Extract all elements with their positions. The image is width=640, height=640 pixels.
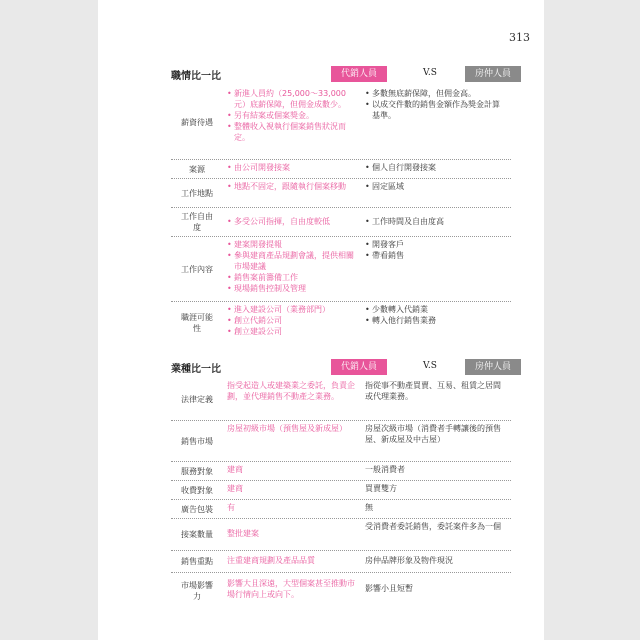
table-row — [171, 421, 511, 462]
row-label: 廣告包裝 — [181, 504, 213, 514]
table-row — [171, 179, 511, 208]
list-item: • 另有結案或個案獎金。 — [227, 110, 357, 121]
section1-header — [171, 66, 511, 84]
broker-cell — [365, 162, 507, 173]
table-row — [171, 573, 511, 609]
comparison-table-1 — [171, 86, 511, 344]
agent-cell: 整批建案 — [227, 529, 259, 538]
list-item: • 創立建設公司 — [227, 326, 357, 337]
agent-cell: 有 — [227, 503, 235, 512]
row-label: 銷售市場 — [181, 436, 213, 446]
agent-cell — [227, 162, 357, 173]
list-item: • 建案開發提報 — [227, 239, 357, 250]
agent-cell: 注重建商規劃及產品品質 — [227, 556, 315, 565]
agent-cell: 指受起造人或建築業之委託，負責企劃，並代理銷售不動產之業務。 — [227, 381, 355, 401]
agent-cell — [227, 216, 357, 227]
row-label: 薪資待遇 — [181, 118, 213, 127]
agent-cell — [227, 88, 357, 143]
list-item: • 銷售案前籌備工作 — [227, 272, 357, 283]
list-item: • 地點不固定，跟隨執行個案移動 — [227, 181, 357, 192]
broker-cell — [365, 216, 507, 227]
list-item: • 帶看銷售 — [365, 250, 507, 261]
broker-cell: 影響小且短暫 — [365, 584, 413, 593]
row-label: 職涯可能性 — [181, 313, 213, 333]
list-item: • 多受公司指揮，自由度較低 — [227, 216, 357, 227]
section2-broker-badge: 房仲人員 — [465, 359, 521, 375]
section1-vs: V.S — [423, 68, 437, 78]
broker-cell — [365, 181, 507, 192]
list-item: • 新進人員約（25,000～33,000元）底薪保障，但佣金成數少。 — [227, 88, 357, 110]
table-row — [171, 500, 511, 519]
table-row — [171, 462, 511, 481]
agent-cell: 影響大且深遠，大型個案甚至推動市場行情向上或向下。 — [227, 579, 355, 599]
broker-cell: 無 — [365, 503, 373, 512]
section2-agent-badge: 代銷人員 — [331, 359, 387, 375]
agent-cell — [227, 239, 357, 294]
broker-cell: 房仲品牌形象及物件現況 — [365, 556, 453, 565]
list-item: • 整體收入視執行個案銷售狀況而定。 — [227, 121, 357, 143]
list-item: • 工作時間及自由度高 — [365, 216, 507, 227]
broker-cell: 指從事不動產買賣、互易、租賃之居間或代理業務。 — [365, 381, 501, 401]
broker-cell — [365, 239, 507, 261]
list-item: • 轉入他行銷售業務 — [365, 315, 507, 326]
row-label: 工作自由度 — [181, 212, 213, 232]
table-row — [171, 237, 511, 302]
agent-cell — [227, 181, 357, 192]
row-label: 工作內容 — [181, 264, 213, 274]
list-item: • 固定區域 — [365, 181, 507, 192]
table-row — [171, 302, 511, 344]
agent-cell: 房屋初級市場（預售屋及新成屋） — [227, 424, 347, 433]
table-row — [171, 551, 511, 573]
list-item: • 個人自行開發接案 — [365, 162, 507, 173]
table-row — [171, 378, 511, 421]
row-label: 銷售重點 — [181, 557, 213, 566]
section1-broker-badge: 房仲人員 — [465, 66, 521, 82]
agent-cell: 建商 — [227, 465, 243, 474]
agent-cell — [227, 304, 357, 337]
list-item: • 創立代銷公司 — [227, 315, 357, 326]
agent-cell: 建商 — [227, 484, 243, 493]
table-row — [171, 86, 511, 160]
broker-cell — [365, 304, 507, 326]
row-label: 法律定義 — [181, 394, 213, 404]
row-label: 收費對象 — [181, 485, 213, 495]
section2-header — [171, 359, 511, 377]
list-item: • 參與建商產品規劃會議，提供相關市場建議 — [227, 250, 357, 272]
page-number: 313 — [509, 31, 530, 44]
broker-cell — [365, 88, 507, 121]
section2-vs: V.S — [423, 361, 437, 371]
comparison-table-2 — [171, 378, 511, 609]
broker-cell: 受消費者委託銷售，委託案件多為一個 — [365, 522, 501, 531]
list-item: • 由公司開發接案 — [227, 162, 357, 173]
row-label: 服務對象 — [181, 466, 213, 476]
row-label: 工作地點 — [181, 188, 213, 198]
list-item: • 以成交件數的銷售金額作為獎金計算基準。 — [365, 99, 507, 121]
list-item: • 現場銷售控制及管理 — [227, 283, 357, 294]
section1-agent-badge: 代銷人員 — [331, 66, 387, 82]
broker-cell: 一般消費者 — [365, 465, 405, 474]
table-row — [171, 481, 511, 500]
section2-title: 業種比一比 — [171, 364, 221, 375]
list-item: • 開發客戶 — [365, 239, 507, 250]
book-page — [98, 0, 544, 640]
broker-cell: 房屋次級市場（消費者手轉讓後的預售屋、新成屋及中古屋） — [365, 424, 501, 444]
list-item: • 多數無底薪保障，但佣金高。 — [365, 88, 507, 99]
row-label: 接案數量 — [181, 530, 213, 539]
section1-title: 職情比一比 — [171, 71, 221, 82]
table-row — [171, 208, 511, 237]
row-label: 市場影響力 — [181, 581, 213, 601]
table-row — [171, 519, 511, 551]
list-item: • 進入建設公司（業務部門） — [227, 304, 357, 315]
row-label: 案源 — [189, 164, 205, 174]
broker-cell: 買賣雙方 — [365, 484, 397, 493]
table-row — [171, 160, 511, 179]
list-item: • 少數轉入代銷業 — [365, 304, 507, 315]
